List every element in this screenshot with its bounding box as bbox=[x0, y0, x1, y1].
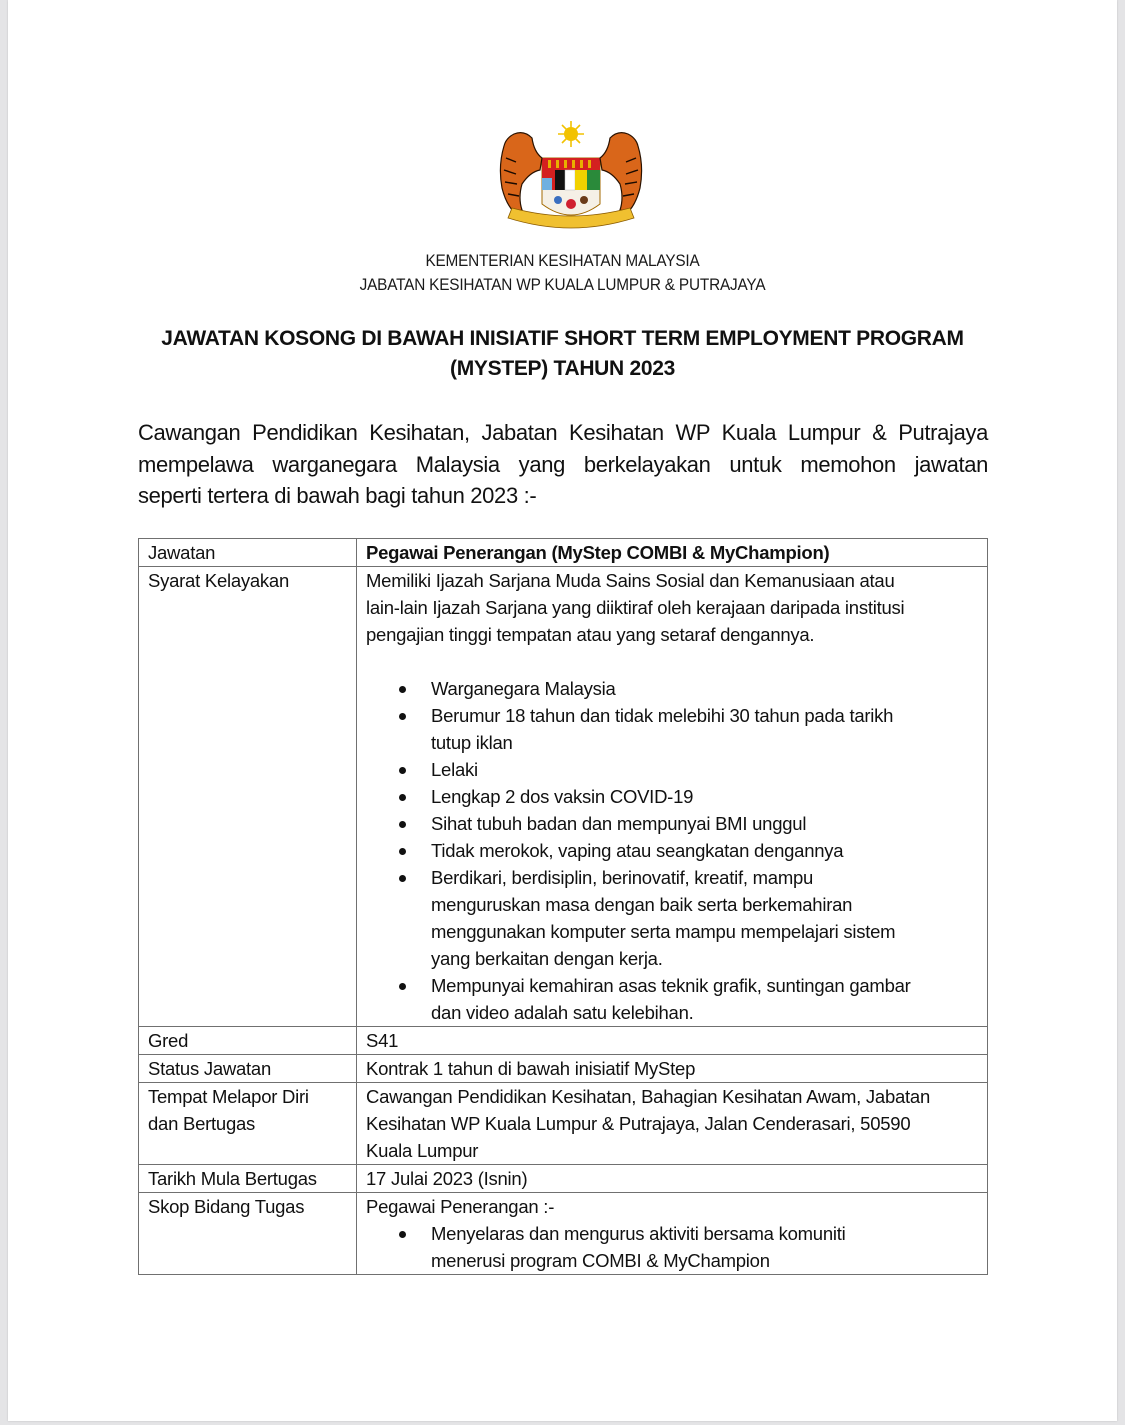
text-line: menguruskan masa dengan baik serta berkemahiran bbox=[431, 894, 853, 915]
intro-line: seperti tertera di bawah bagi tahun 2023 :- bbox=[138, 483, 537, 508]
row-label: Syarat Kelayakan bbox=[139, 567, 357, 1027]
list-item bbox=[431, 702, 979, 756]
list-item bbox=[431, 864, 979, 972]
vacancy-details-table bbox=[138, 538, 988, 1275]
text-line: Menyelaras dan mengurus aktiviti bersama komuniti bbox=[431, 1223, 846, 1244]
text-line: Warganegara Malaysia bbox=[431, 678, 616, 699]
text-line: Memiliki Ijazah Sarjana Muda Sains Sosial dan Kemanusiaan atau bbox=[366, 570, 895, 591]
grade-value: S41 bbox=[357, 1027, 988, 1055]
list-item bbox=[431, 837, 979, 864]
text-line: Lengkap 2 dos vaksin COVID-19 bbox=[431, 786, 694, 807]
position-title: Pegawai Penerangan (MyStep COMBI & MyChampion) bbox=[357, 539, 988, 567]
qualification-cell bbox=[357, 567, 988, 1027]
text-line: dan Bertugas bbox=[148, 1113, 256, 1134]
list-item bbox=[431, 783, 979, 810]
row-label: Tarikh Mula Bertugas bbox=[139, 1165, 357, 1193]
list-item bbox=[431, 1220, 979, 1274]
text-line: Mempunyai kemahiran asas teknik grafik, suntingan gambar bbox=[431, 975, 911, 996]
intro-paragraph bbox=[138, 417, 988, 512]
ministry-name: KEMENTERIAN KESIHATAN MALAYSIA bbox=[425, 252, 700, 270]
text-line: Kuala Lumpur bbox=[366, 1140, 479, 1161]
text-line: menerusi program COMBI & MyChampion bbox=[431, 1250, 770, 1271]
text-line: menggunakan komputer serta mampu mempelajari sistem bbox=[431, 921, 896, 942]
list-item bbox=[431, 972, 979, 1026]
title-line: (MYSTEP) TAHUN 2023 bbox=[450, 357, 675, 380]
table-row-gred bbox=[139, 1027, 988, 1055]
page-title bbox=[130, 324, 995, 384]
text-line: Berumur 18 tahun dan tidak melebihi 30 tahun pada tarikh bbox=[431, 705, 894, 726]
list-item bbox=[431, 675, 979, 702]
text-line: Sihat tubuh badan dan mempunyai BMI unggul bbox=[431, 813, 807, 834]
text-line: Kesihatan WP Kuala Lumpur & Putrajaya, Jalan Cenderasari, 50590 bbox=[366, 1113, 911, 1134]
text-line: Cawangan Pendidikan Kesihatan, Bahagian Kesihatan Awam, Jabatan bbox=[366, 1086, 930, 1107]
text-line: Tempat Melapor Diri bbox=[148, 1086, 309, 1107]
table-row-syarat-kelayakan bbox=[139, 567, 988, 1027]
row-label: Status Jawatan bbox=[139, 1055, 357, 1083]
qualification-paragraph bbox=[366, 567, 979, 648]
coat-of-arms-crest-icon bbox=[492, 118, 650, 230]
intro-line: mempelawa warganegara Malaysia yang berkelayakan untuk memohon jawatan bbox=[138, 451, 988, 477]
location-value bbox=[357, 1083, 988, 1165]
text-line: tutup iklan bbox=[431, 732, 513, 753]
table-row-skop-tugas bbox=[139, 1193, 988, 1275]
requirements-list bbox=[366, 675, 979, 1026]
row-label: Skop Bidang Tugas bbox=[139, 1193, 357, 1275]
row-label bbox=[139, 1083, 357, 1165]
scope-cell bbox=[357, 1193, 988, 1275]
table-row-tempat-melapor bbox=[139, 1083, 988, 1165]
scope-list bbox=[366, 1220, 979, 1274]
row-label: Gred bbox=[139, 1027, 357, 1055]
start-date-value: 17 Julai 2023 (Isnin) bbox=[357, 1165, 988, 1193]
text-line: dan video adalah satu kelebihan. bbox=[431, 1002, 694, 1023]
list-item bbox=[431, 810, 979, 837]
table-row-status-jawatan bbox=[139, 1055, 988, 1083]
scope-intro: Pegawai Penerangan :- bbox=[366, 1196, 555, 1217]
text-line: Lelaki bbox=[431, 759, 478, 780]
text-line: pengajian tinggi tempatan atau yang setaraf dengannya. bbox=[366, 624, 815, 645]
status-value: Kontrak 1 tahun di bawah inisiatif MyStep bbox=[357, 1055, 988, 1083]
text-line: Tidak merokok, vaping atau seangkatan dengannya bbox=[431, 840, 844, 861]
table-row-tarikh-mula bbox=[139, 1165, 988, 1193]
department-name: JABATAN KESIHATAN WP KUALA LUMPUR & PUTRAJAYA bbox=[359, 276, 766, 294]
list-item bbox=[431, 756, 979, 783]
text-line: Berdikari, berdisiplin, berinovatif, kreatif, mampu bbox=[431, 867, 814, 888]
title-line: JAWATAN KOSONG DI BAWAH INISIATIF SHORT TERM EMPLOYMENT PROGRAM bbox=[161, 327, 964, 350]
intro-line: Cawangan Pendidikan Kesihatan, Jabatan Kesihatan WP Kuala Lumpur & Putrajaya bbox=[138, 420, 988, 445]
text-line: lain-lain Ijazah Sarjana yang diiktiraf oleh kerajaan daripada institusi bbox=[366, 597, 905, 618]
text-line: yang berkaitan dengan kerja. bbox=[431, 948, 663, 969]
table-row-jawatan bbox=[139, 539, 988, 567]
row-label: Jawatan bbox=[139, 539, 357, 567]
